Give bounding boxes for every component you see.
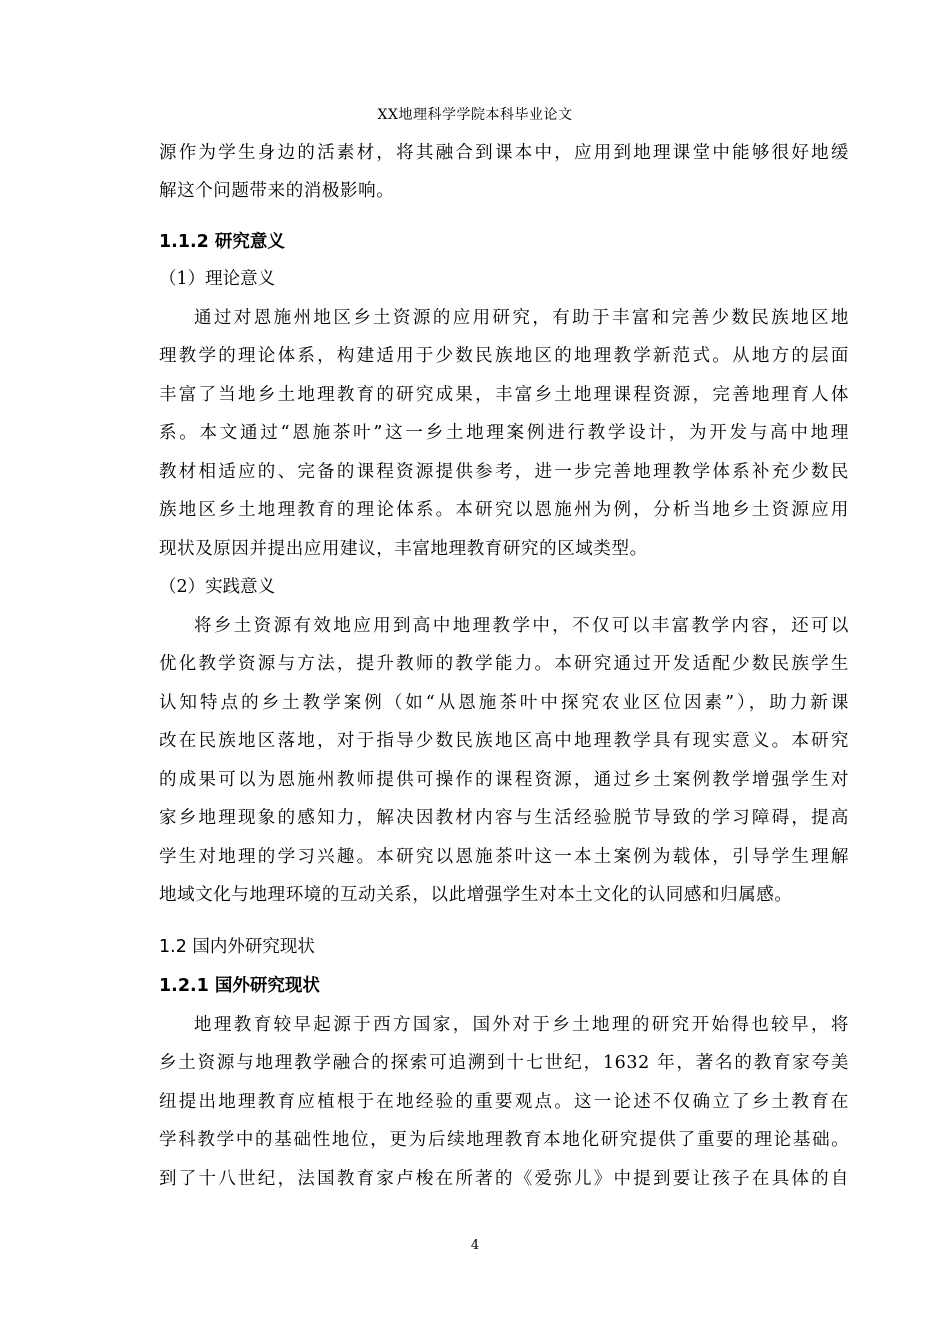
- body-line: 乡土资源与地理教学融合的探索可追溯到十七世纪，1632 年，著名的教育家夸美: [159, 1053, 849, 1073]
- section-heading-1-2-1: 1.2.1 国外研究现状: [159, 976, 320, 996]
- section-heading-1-1-2: 1.1.2 研究意义: [159, 232, 285, 252]
- page-number: 4: [470, 1238, 480, 1253]
- body-line: 地域文化与地理环境的互动关系，以此增强学生对本土文化的认同感和归属感。: [159, 885, 793, 905]
- body-line: 认知特点的乡土教学案例（如“从恩施茶叶中探究农业区位因素”），助力新课: [159, 693, 849, 713]
- body-line: 理教学的理论体系，构建适用于少数民族地区的地理教学新范式。从地方的层面: [159, 346, 849, 366]
- subsection-label-theory: （1）理论意义: [159, 269, 276, 289]
- body-line: 教材相适应的、完备的课程资源提供参考，进一步完善地理教学体系补充少数民: [159, 462, 849, 482]
- running-header: XX地理科学学院本科毕业论文: [377, 107, 573, 123]
- body-line: 改在民族地区落地，对于指导少数民族地区高中地理教学具有现实意义。本研究: [159, 731, 849, 751]
- body-line: 将乡土资源有效地应用到高中地理教学中，不仅可以丰富教学内容，还可以: [194, 616, 849, 636]
- section-heading-1-2: 1.2 国内外研究现状: [159, 937, 315, 957]
- body-line: 优化教学资源与方法，提升教师的教学能力。本研究通过开发适配少数民族学生: [159, 654, 849, 674]
- body-line: 到了十八世纪，法国教育家卢梭在所著的《爱弥儿》中提到要让孩子在具体的自: [159, 1169, 849, 1189]
- body-line: 学生对地理的学习兴趣。本研究以恩施茶叶这一本土案例为载体，引导学生理解: [159, 847, 849, 867]
- subsection-label-practice: （2）实践意义: [159, 577, 276, 597]
- body-line: 解这个问题带来的消极影响。: [159, 181, 395, 201]
- body-line: 源作为学生身边的活素材，将其融合到课本中，应用到地理课堂中能够很好地缓: [159, 143, 849, 163]
- body-line: 纽提出地理教育应植根于在地经验的重要观点。这一论述不仅确立了乡土教育在: [159, 1092, 849, 1112]
- body-line: 通过对恩施州地区乡土资源的应用研究，有助于丰富和完善少数民族地区地: [194, 308, 849, 328]
- body-line: 学科教学中的基础性地位，更为后续地理教育本地化研究提供了重要的理论基础。: [159, 1130, 849, 1150]
- body-line: 系。本文通过“恩施茶叶”这一乡土地理案例进行教学设计，为开发与高中地理: [159, 423, 849, 443]
- body-line: 地理教育较早起源于西方国家，国外对于乡土地理的研究开始得也较早，将: [194, 1015, 849, 1035]
- body-line: 丰富了当地乡土地理教育的研究成果，丰富乡土地理课程资源，完善地理育人体: [159, 385, 849, 405]
- body-line: 家乡地理现象的感知力，解决因教材内容与生活经验脱节导致的学习障碍，提高: [159, 808, 849, 828]
- body-line: 现状及原因并提出应用建议，丰富地理教育研究的区域类型。: [159, 539, 648, 559]
- body-line: 的成果可以为恩施州教师提供可操作的课程资源，通过乡土案例教学增强学生对: [159, 770, 849, 790]
- body-line: 族地区乡土地理教育的理论体系。本研究以恩施州为例，分析当地乡土资源应用: [159, 500, 849, 520]
